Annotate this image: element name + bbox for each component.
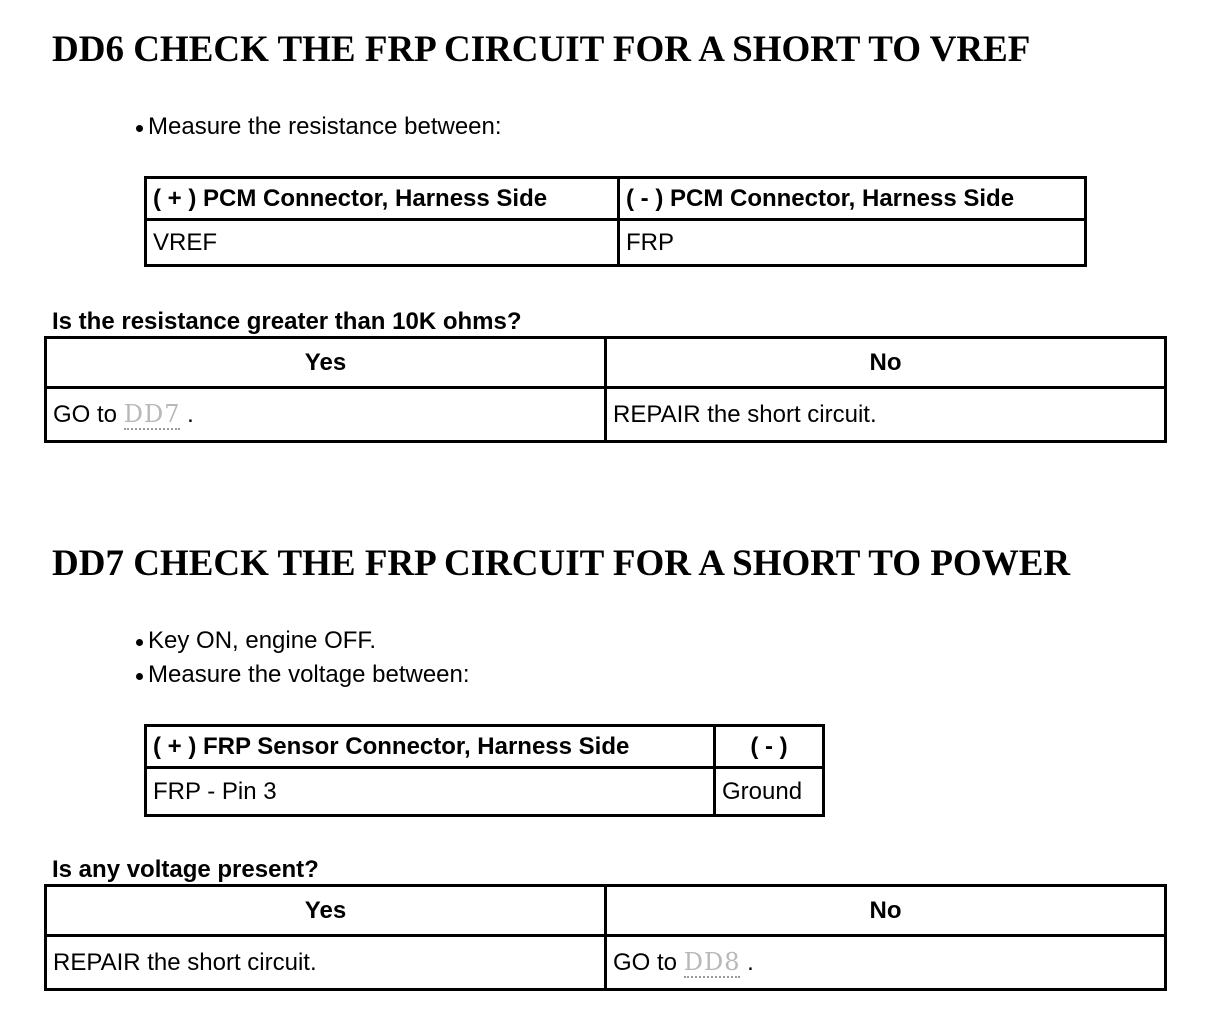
negative-lead-header: ( - ) [715,726,824,768]
negative-lead-cell: Ground [715,768,824,816]
no-cell [606,936,1166,990]
table-header-row [46,886,1166,936]
dd6-result-table [44,336,1167,443]
bullet-icon [136,125,143,132]
no-header: No [606,338,1166,388]
yes-cell [46,388,606,442]
go-to-label: GO to [613,949,678,976]
no-header: No [606,886,1166,936]
dd7-steps [136,624,470,692]
table-row [46,936,1166,990]
table-header-row [46,338,1166,388]
dd6-question: Is the resistance greater than 10K ohms? [52,308,522,335]
dd6-steps [136,110,502,144]
yes-cell: REPAIR the short circuit. [46,936,606,990]
positive-lead-cell: FRP - Pin 3 [146,768,715,816]
table-header-row [146,178,1086,220]
positive-lead-header: ( + ) FRP Sensor Connector, Harness Side [146,726,715,768]
negative-lead-header: ( - ) PCM Connector, Harness Side [619,178,1086,220]
no-cell: REPAIR the short circuit. [606,388,1166,442]
dd6-measure-table [144,176,1087,267]
dd6-step: Measure the resistance between: [136,110,502,144]
positive-lead-cell: VREF [146,220,619,266]
table-row [46,388,1166,442]
bullet-icon [136,673,143,680]
dd8-link[interactable]: DD8 [683,948,741,976]
go-to-label: GO to [53,401,118,428]
dd7-question: Is any voltage present? [52,856,319,883]
yes-header: Yes [46,886,606,936]
dd7-title: DD7 CHECK THE FRP CIRCUIT FOR A SHORT TO POWER [52,543,1071,584]
dd6-title: DD6 CHECK THE FRP CIRCUIT FOR A SHORT TO VREF [52,29,1031,70]
period: . [187,401,194,428]
dd7-step: Measure the voltage between: [136,658,470,692]
dd7-result-table [44,884,1167,991]
yes-header: Yes [46,338,606,388]
table-row [146,768,824,816]
dd7-link[interactable]: DD7 [123,400,181,428]
positive-lead-header: ( + ) PCM Connector, Harness Side [146,178,619,220]
table-row [146,220,1086,266]
bullet-icon [136,639,143,646]
dd7-measure-table [144,724,825,817]
dd7-step: Key ON, engine OFF. [136,624,470,658]
negative-lead-cell: FRP [619,220,1086,266]
table-header-row [146,726,824,768]
period: . [747,949,754,976]
